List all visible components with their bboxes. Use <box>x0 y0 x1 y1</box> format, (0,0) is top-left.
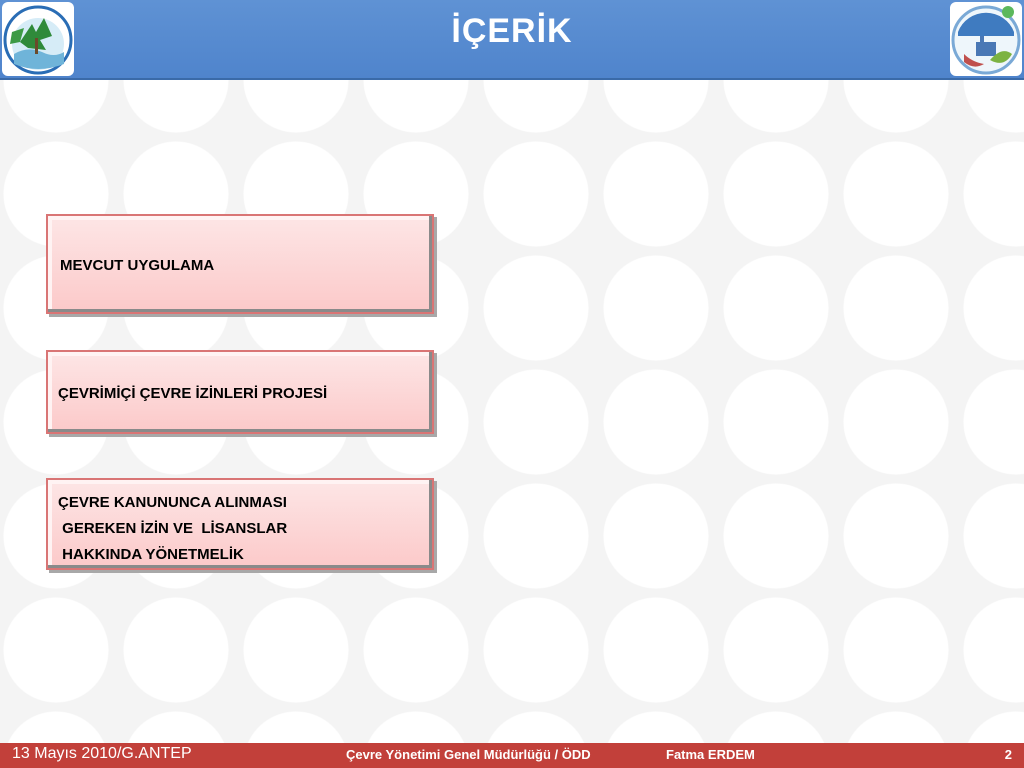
content-item-line: ÇEVRE KANUNUNCA ALINMASI <box>58 494 287 511</box>
slide-title: İÇERİK <box>451 12 573 50</box>
content-item-label: MEVCUT UYGULAMA <box>60 257 215 274</box>
content-item-online-permits-project <box>46 350 434 434</box>
cevre-izinleri-logo-icon <box>950 2 1022 76</box>
slide-header <box>0 0 1024 80</box>
content-item-line: HAKKINDA YÖNETMELİK <box>58 546 244 563</box>
footer-department: Çevre Yönetimi Genel Müdürlüğü / ÖDD <box>346 747 591 762</box>
footer-date-location: 13 Mayıs 2010/G.ANTEP <box>12 745 192 762</box>
slide-footer <box>0 743 1024 768</box>
page-number: 2 <box>1004 747 1012 762</box>
footer-author: Fatma ERDEM <box>666 747 755 762</box>
content-item-line: GEREKEN İZİN VE LİSANSLAR <box>58 520 288 537</box>
content-item-mevcut-uygulama <box>46 214 434 314</box>
content-item-label: ÇEVRİMİÇİ ÇEVRE İZİNLERİ PROJESİ <box>58 385 328 402</box>
content-item-regulation <box>46 478 434 570</box>
